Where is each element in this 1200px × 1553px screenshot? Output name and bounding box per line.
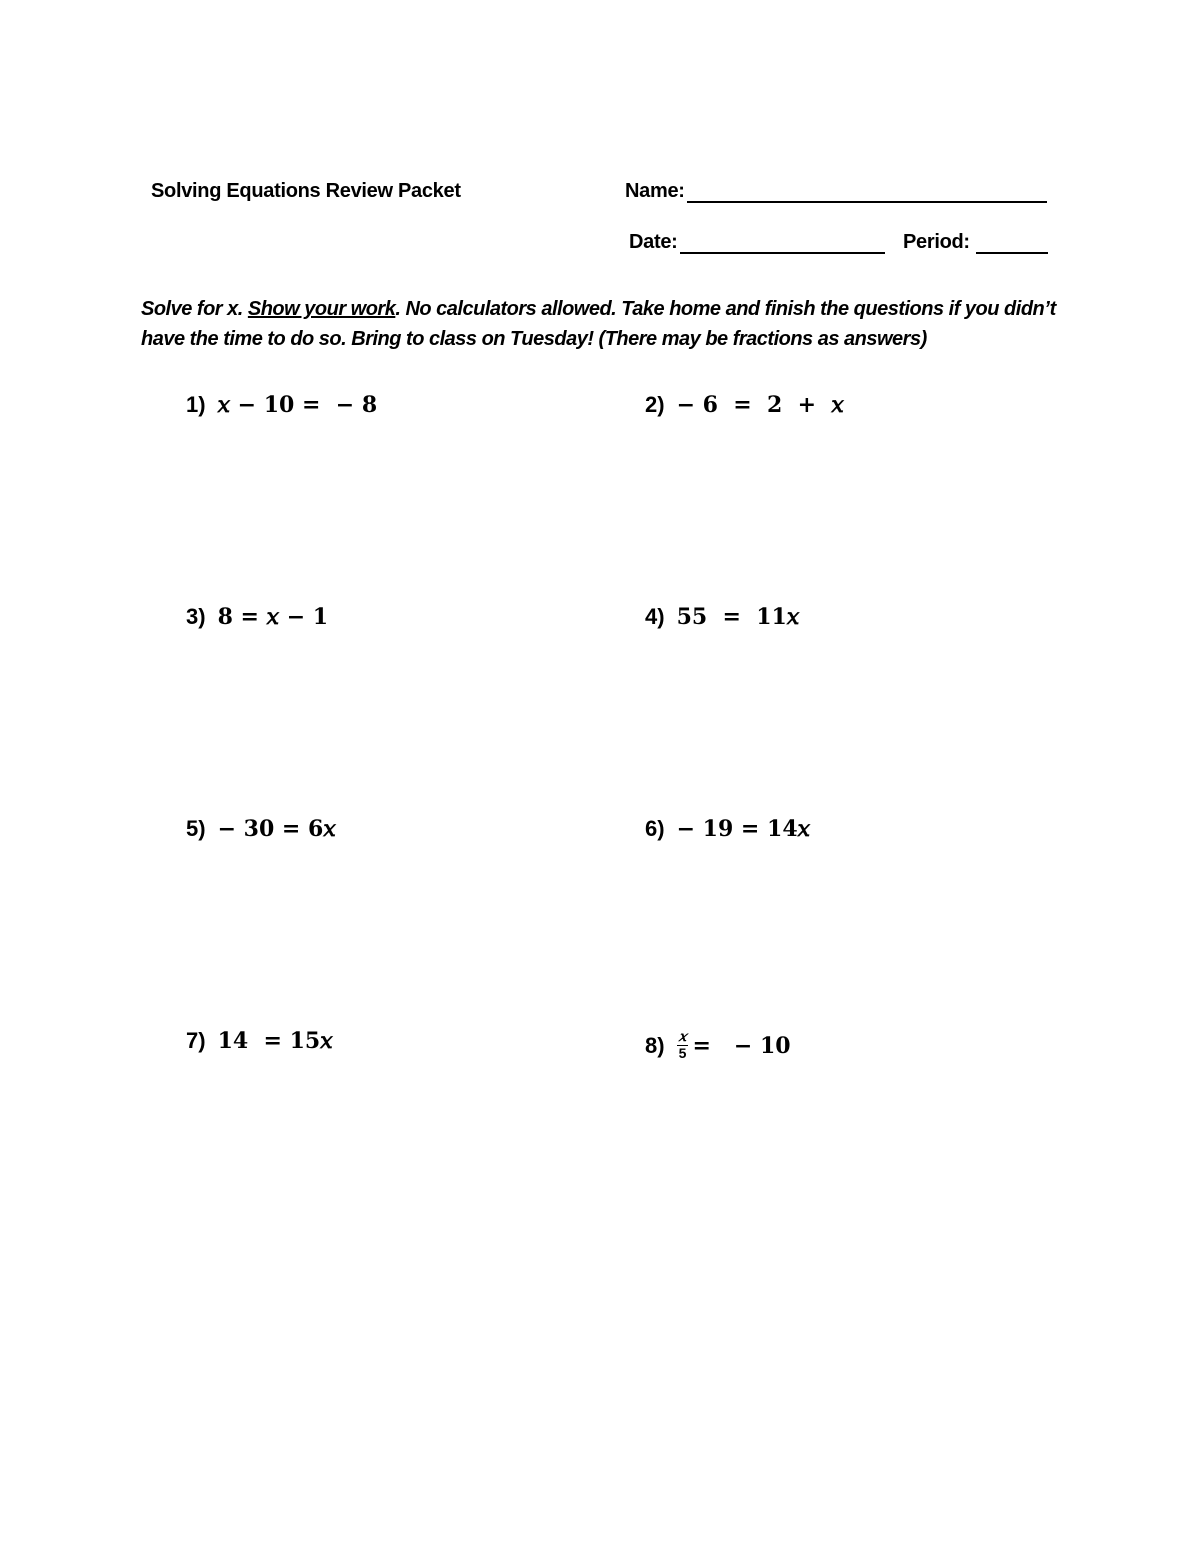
problem-number: 2) (645, 392, 665, 417)
problem-2 (645, 392, 844, 418)
date-label: Date: (629, 231, 678, 253)
page-title: Solving Equations Review Packet (151, 180, 461, 202)
problem-5 (186, 816, 336, 842)
problem-equation: − 6 = 2 + 𝑥 (676, 392, 844, 418)
problem-equation: − 19 = 14𝑥 (676, 816, 811, 842)
fraction (677, 1030, 689, 1061)
problem-equation: 55 = 11𝑥 (676, 604, 800, 630)
problem-3 (186, 604, 328, 630)
problem-equation: = − 10 (692, 1032, 791, 1059)
problem-number: 6) (645, 816, 665, 841)
period-label: Period: (903, 231, 970, 253)
problem-equation: 8 = 𝑥 − 1 (217, 604, 329, 630)
problem-7 (186, 1028, 333, 1054)
name-label: Name: (625, 180, 685, 202)
problem-equation: − 30 = 6𝑥 (217, 816, 336, 842)
date-blank-line[interactable] (680, 232, 885, 254)
problem-4 (645, 604, 799, 630)
instructions-lead: Solve for x. (141, 298, 248, 320)
name-blank-line[interactable] (687, 181, 1047, 203)
date-field (629, 231, 885, 254)
instructions (141, 294, 1071, 354)
period-field (903, 231, 1048, 254)
problem-equation: 𝑥 − 10 = − 8 (217, 392, 378, 418)
problem-6 (645, 816, 810, 842)
instructions-emphasis: Show your work (247, 298, 396, 320)
fraction-numerator: 𝑥 (678, 1029, 687, 1045)
instructions-rest: . No calculators allowed. Take home and finish the questions if you didn’t have the time to do so. Bring to class on Tuesday! (There may be fractions as answers) (141, 298, 1056, 350)
problem-number: 5) (186, 816, 206, 841)
name-field (625, 180, 1047, 203)
problem-number: 1) (186, 392, 206, 417)
problem-number: 4) (645, 604, 665, 629)
problem-number: 8) (645, 1032, 665, 1058)
problem-1 (186, 392, 377, 418)
fraction-denominator: 5 (678, 1045, 687, 1061)
period-blank-line[interactable] (976, 232, 1048, 254)
problem-number: 7) (186, 1028, 206, 1053)
problem-number: 3) (186, 604, 206, 629)
problem-equation: 14 = 15𝑥 (217, 1028, 333, 1054)
problem-8 (645, 1030, 791, 1061)
